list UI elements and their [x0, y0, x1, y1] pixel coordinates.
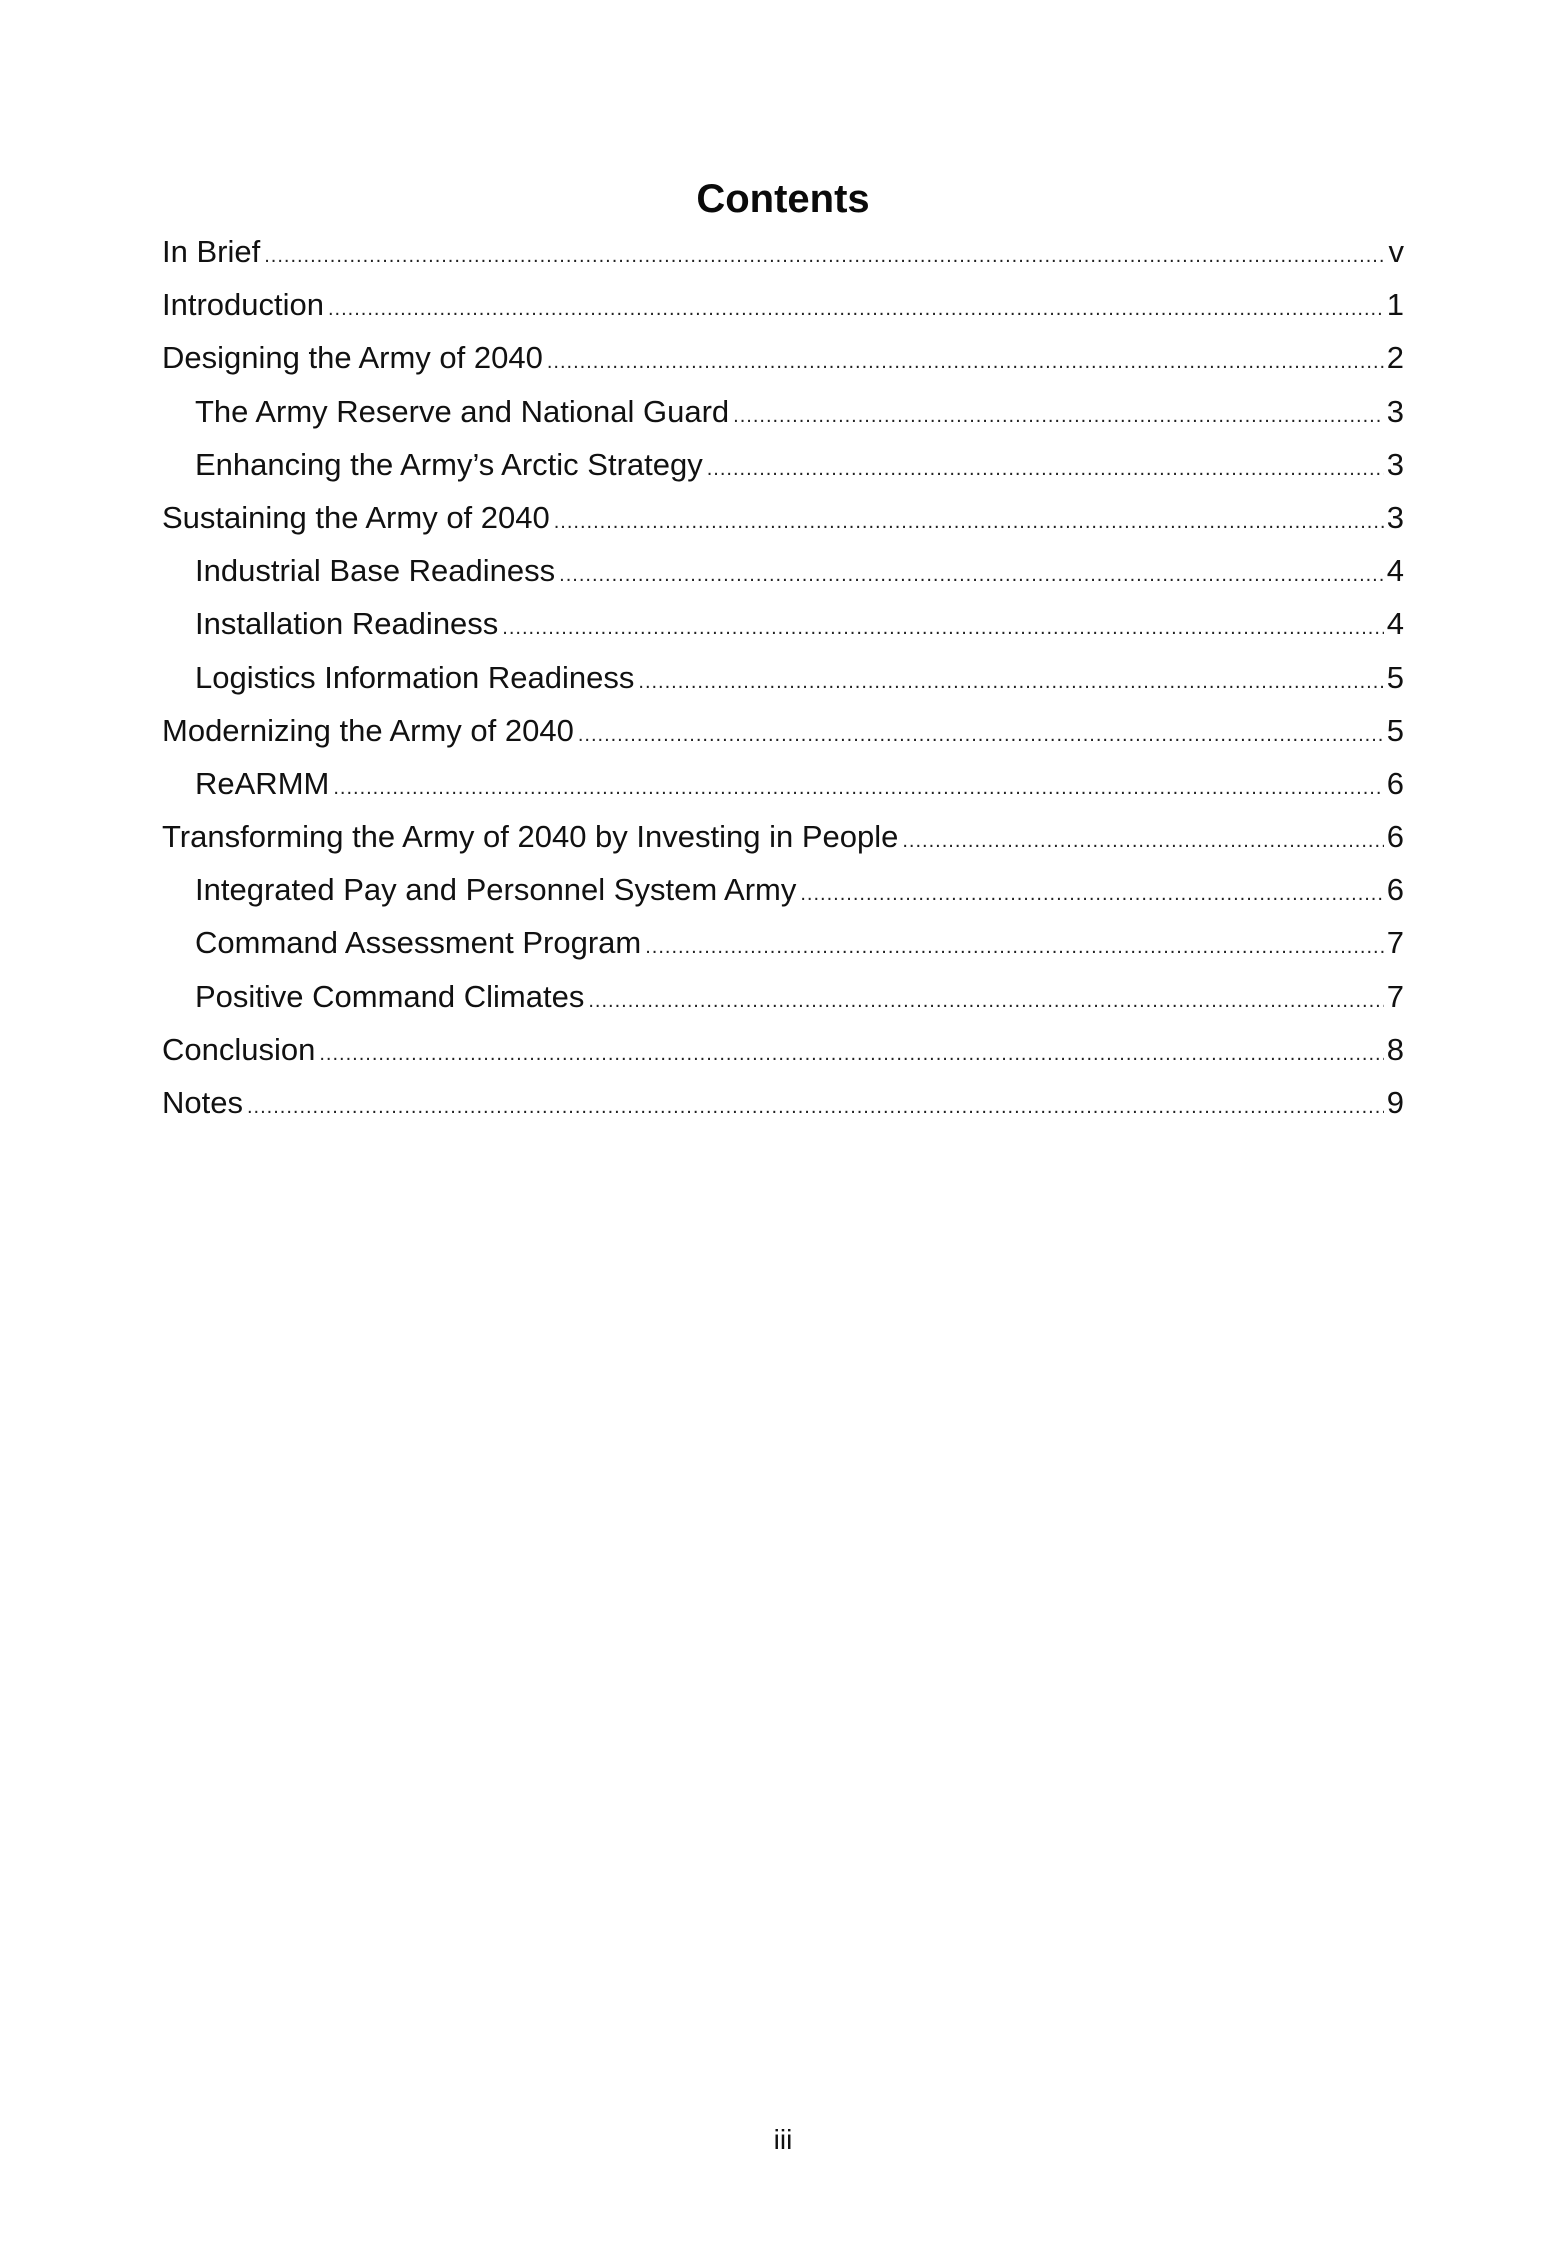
toc-leader-dots	[264, 230, 1385, 278]
toc-entry-label: Sustaining the Army of 2040	[162, 499, 550, 535]
table-of-contents	[162, 225, 1404, 1129]
toc-entry-label: Positive Command Climates	[195, 978, 585, 1014]
page-title: Contents	[696, 176, 870, 221]
toc-entry[interactable]	[162, 225, 1404, 278]
toc-entry-label: Conclusion	[162, 1031, 316, 1067]
toc-subentry[interactable]	[162, 438, 1404, 491]
toc-entry[interactable]	[162, 331, 1404, 384]
toc-leader-dots	[578, 709, 1384, 757]
toc-entry-label: Industrial Base Readiness	[195, 553, 556, 589]
toc-entry-label: Introduction	[162, 287, 324, 323]
toc-entry[interactable]	[162, 278, 1404, 331]
toc-entry-label: The Army Reserve and National Guard	[195, 393, 730, 429]
toc-leader-dots	[588, 975, 1383, 1023]
toc-subentry[interactable]	[162, 651, 1404, 704]
toc-entry-label: Enhancing the Army’s Arctic Strategy	[195, 446, 703, 482]
toc-leader-dots	[319, 1028, 1383, 1076]
toc-entry-label: ReARMM	[195, 765, 330, 801]
toc-subentry[interactable]	[162, 970, 1404, 1023]
toc-entry-page: 6	[1386, 765, 1404, 801]
toc-entry[interactable]	[162, 704, 1404, 757]
toc-leader-dots	[333, 762, 1383, 810]
toc-entry-label: Command Assessment Program	[195, 925, 642, 961]
toc-entry-label: Modernizing the Army of 2040	[162, 712, 574, 748]
toc-entry-label: Notes	[162, 1085, 243, 1120]
toc-entry-page: 6	[1386, 872, 1404, 908]
toc-subentry[interactable]	[162, 544, 1404, 597]
toc-entry-page: 5	[1386, 659, 1404, 695]
toc-subentry[interactable]	[162, 863, 1404, 916]
toc-leader-dots	[502, 602, 1383, 650]
toc-entry[interactable]	[162, 1023, 1404, 1076]
toc-entry-label: Designing the Army of 2040	[162, 340, 543, 376]
toc-leader-dots	[638, 656, 1383, 704]
toc-entry[interactable]	[162, 491, 1404, 544]
toc-leader-dots	[733, 390, 1384, 438]
toc-leader-dots	[800, 868, 1383, 916]
toc-entry-page: 7	[1386, 925, 1404, 961]
toc-entry-page: 5	[1386, 712, 1404, 748]
toc-entry-page: 2	[1386, 340, 1404, 376]
toc-leader-dots	[547, 336, 1384, 384]
page-number: iii	[773, 2124, 793, 2155]
toc-entry-label: Integrated Pay and Personnel System Army	[195, 872, 797, 908]
toc-subentry[interactable]	[162, 597, 1404, 650]
toc-entry-page: 1	[1386, 287, 1404, 323]
toc-entry[interactable]	[162, 810, 1404, 863]
toc-leader-dots	[328, 283, 1384, 331]
toc-entry-label: In Brief	[162, 234, 261, 269]
toc-entry-label: Installation Readiness	[195, 606, 499, 642]
toc-leader-dots	[645, 921, 1384, 969]
toc-entry-page: v	[1388, 234, 1404, 269]
toc-entry-page: 4	[1386, 606, 1404, 642]
toc-entry-page: 7	[1386, 978, 1404, 1014]
toc-subentry[interactable]	[162, 385, 1404, 438]
toc-entry-page: 9	[1386, 1085, 1404, 1120]
toc-entry-label: Logistics Information Readiness	[195, 659, 635, 695]
toc-leader-dots	[559, 549, 1384, 597]
toc-leader-dots	[707, 443, 1384, 491]
toc-entry-page: 8	[1386, 1031, 1404, 1067]
toc-subentry[interactable]	[162, 757, 1404, 810]
toc-leader-dots	[902, 815, 1383, 863]
toc-leader-dots	[247, 1081, 1384, 1129]
toc-entry-page: 6	[1386, 819, 1404, 855]
toc-subentry[interactable]	[162, 916, 1404, 969]
toc-entry-page: 3	[1386, 499, 1404, 535]
toc-leader-dots	[554, 496, 1384, 544]
toc-entry-label: Transforming the Army of 2040 by Investing in People	[162, 819, 899, 855]
toc-entry-page: 3	[1386, 393, 1404, 429]
toc-entry-page: 3	[1386, 446, 1404, 482]
toc-entry[interactable]	[162, 1076, 1404, 1129]
toc-entry-page: 4	[1386, 553, 1404, 589]
